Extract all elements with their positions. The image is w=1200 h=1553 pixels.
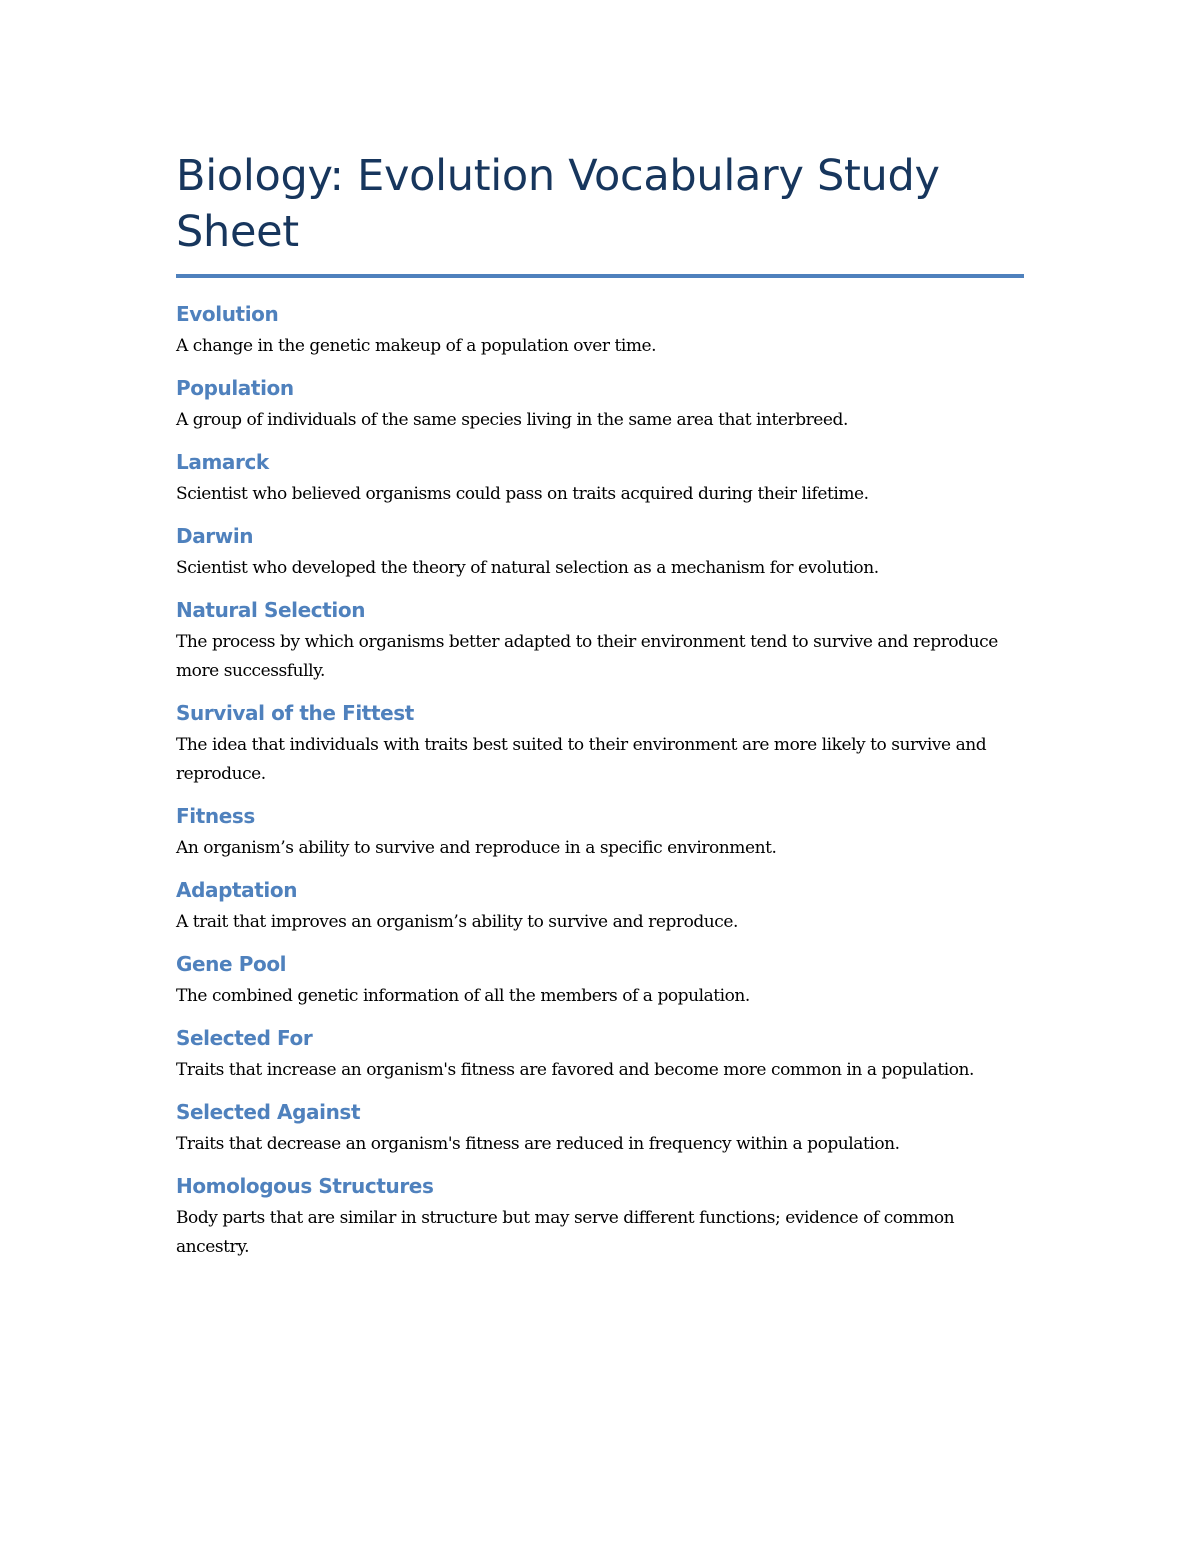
term-homologous-structures <box>176 1172 1024 1262</box>
term-heading: Survival of the Fittest <box>176 701 414 725</box>
document-page <box>176 148 1024 1275</box>
term-heading: Darwin <box>176 524 254 548</box>
term-selected-against <box>176 1098 1024 1159</box>
term-heading: Natural Selection <box>176 598 366 622</box>
term-definition: Body parts that are similar in structure but may serve different functions; evidence of common ancestry. <box>176 1208 955 1257</box>
term-gene-pool <box>176 950 1024 1011</box>
term-heading: Lamarck <box>176 450 269 474</box>
term-definition: Traits that increase an organism's fitness are favored and become more common in a population. <box>176 1060 974 1080</box>
term-heading: Gene Pool <box>176 952 287 976</box>
term-definition: A change in the genetic makeup of a population over time. <box>176 336 657 356</box>
term-definition: The process by which organisms better adapted to their environment tend to survive and reproduce more successfully. <box>176 632 998 681</box>
term-heading: Homologous Structures <box>176 1174 434 1198</box>
term-definition: Scientist who believed organisms could pass on traits acquired during their lifetime. <box>176 484 869 504</box>
term-definition: The combined genetic information of all the members of a population. <box>176 986 750 1006</box>
term-definition: The idea that individuals with traits best suited to their environment are more likely to survive and reproduce. <box>176 735 987 784</box>
term-definition: Traits that decrease an organism's fitness are reduced in frequency within a population. <box>176 1134 900 1154</box>
term-adaptation <box>176 876 1024 937</box>
term-heading: Evolution <box>176 302 279 326</box>
title-underline-rule <box>176 274 1024 278</box>
term-natural-selection <box>176 596 1024 686</box>
term-darwin <box>176 522 1024 583</box>
term-fitness <box>176 802 1024 863</box>
term-definition: A trait that improves an organism’s ability to survive and reproduce. <box>176 912 738 932</box>
term-lamarck <box>176 448 1024 509</box>
term-definition: An organism’s ability to survive and reproduce in a specific environment. <box>176 838 777 858</box>
term-population <box>176 374 1024 435</box>
term-evolution <box>176 300 1024 361</box>
document-title: Biology: Evolution Vocabulary Study Sheet <box>176 151 940 257</box>
term-heading: Adaptation <box>176 878 298 902</box>
term-heading: Selected For <box>176 1026 313 1050</box>
term-definition: Scientist who developed the theory of natural selection as a mechanism for evolution. <box>176 558 879 578</box>
term-heading: Fitness <box>176 804 255 828</box>
term-definition: A group of individuals of the same species living in the same area that interbreed. <box>176 410 848 430</box>
term-heading: Selected Against <box>176 1100 361 1124</box>
term-heading: Population <box>176 376 294 400</box>
term-survival-of-the-fittest <box>176 699 1024 789</box>
term-selected-for <box>176 1024 1024 1085</box>
